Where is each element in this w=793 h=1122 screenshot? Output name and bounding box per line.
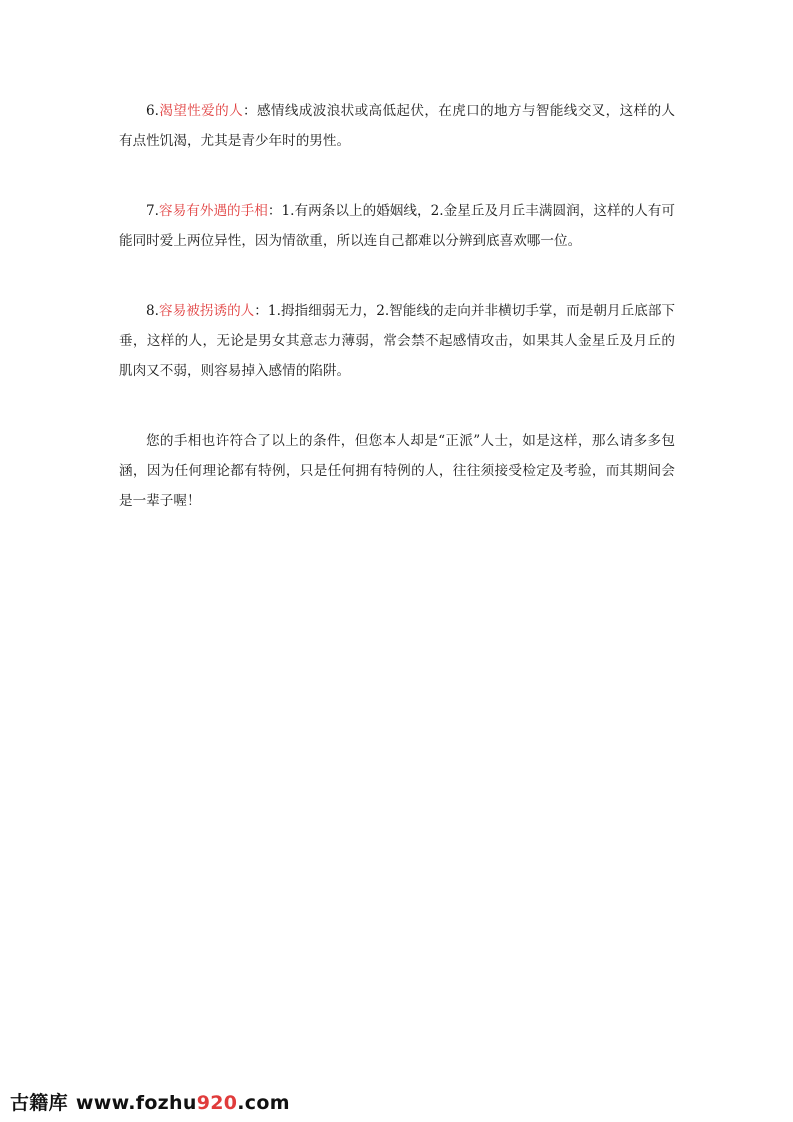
item-heading: 容易被拐诱的人	[158, 303, 255, 319]
footer-brand: 古籍库	[10, 1092, 68, 1114]
item-body: 感情线成波浪状或高低起伏，在虎口的地方与智能线交叉，这样的人有点性饥渴，尤其是青少年时的男性。	[119, 103, 676, 149]
footer-site-accent: 920	[196, 1092, 238, 1114]
footer-site-suffix: .com	[237, 1092, 290, 1114]
paragraph-6	[119, 96, 675, 156]
paragraph-7	[119, 196, 675, 256]
item-separator: ：	[254, 303, 268, 319]
item-number: 6.	[146, 103, 159, 119]
closing-paragraph	[119, 426, 675, 516]
item-separator: ：	[243, 103, 257, 119]
item-separator: ：	[267, 203, 282, 219]
item-number: 8.	[146, 303, 159, 319]
footer-site-prefix: www.fozhu	[75, 1092, 197, 1114]
item-number: 7.	[146, 203, 159, 219]
paragraph-8	[119, 296, 675, 386]
closing-text: 您的手相也许符合了以上的条件，但您本人却是“正派”人士，如是这样，那么请多多包涵，因为任何理论都有特例，只是任何拥有特例的人，往往须接受检定及考验，而其期间会是一辈子喔！	[119, 433, 675, 509]
item-body: 1.有两条以上的婚姻线，2.金星丘及月丘丰满圆润，这样的人有可能同时爱上两位异性，因为情欲重，所以连自己都难以分辨到底喜欢哪一位。	[119, 203, 676, 249]
item-body: 1.拇指细弱无力，2.智能线的走向并非横切手掌，而是朝月丘底部下垂，这样的人，无论是男女其意志力薄弱，常会禁不起感情攻击，如果其人金星丘及月丘的肌肉又不弱，则容易掉入感情的陷阱。	[119, 303, 676, 379]
footer-site-link[interactable]	[76, 1092, 290, 1114]
item-heading: 容易有外遇的手相	[158, 203, 268, 219]
document-body	[119, 96, 675, 556]
item-heading: 渴望性爱的人	[158, 103, 244, 119]
footer-watermark	[10, 1088, 290, 1115]
